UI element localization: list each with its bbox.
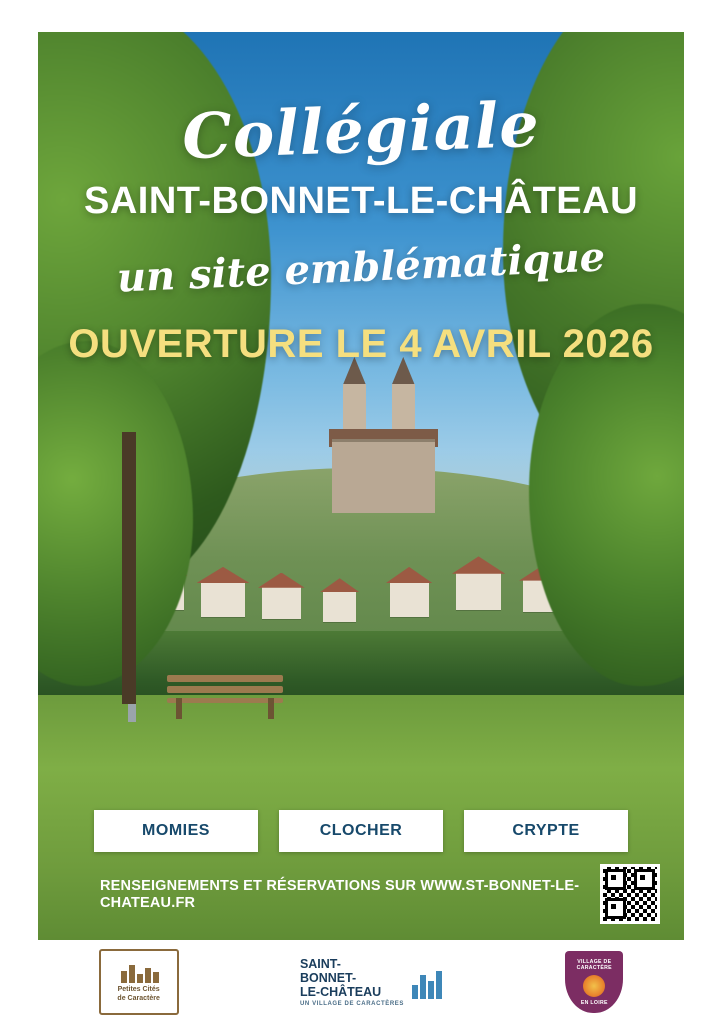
petites-cites-badge-icon — [99, 949, 179, 1015]
bench-leg — [176, 698, 182, 720]
collegiate-church-illustration — [316, 386, 452, 513]
poster-title-main: SAINT-BONNET-LE-CHÂTEAU — [83, 180, 639, 222]
sbc-line-1: SAINT- — [299, 956, 341, 971]
village-skyline-icon — [119, 961, 159, 983]
pcc-line-1: Petites Cités — [117, 985, 160, 993]
sbc-line-3: LE-CHÂTEAU — [299, 984, 382, 999]
bench-slat — [167, 675, 283, 682]
logo-petites-cites-de-caractere — [99, 949, 179, 1015]
qr-eye-top-right — [634, 869, 655, 890]
footer-logo-bar — [38, 940, 684, 1024]
house — [390, 582, 429, 617]
park-bench — [167, 672, 283, 719]
button-momies[interactable]: MOMIES — [94, 810, 258, 852]
logo-saint-bonnet-le-chateau — [300, 957, 444, 1008]
qr-eye-bottom-left — [605, 898, 626, 919]
poster-title-script: Collégiale — [181, 87, 541, 174]
church-nave — [332, 439, 435, 513]
information-line: RENSEIGNEMENTS ET RÉSERVATIONS SUR WWW.ST-BONNET-LE-CHATEAU.FR — [100, 878, 580, 912]
button-crypte[interactable]: CRYPTE — [464, 810, 628, 852]
poster-image — [38, 32, 684, 940]
qr-eye-top-left — [605, 869, 626, 890]
house — [201, 582, 245, 617]
shield-icon — [565, 951, 623, 1013]
house — [323, 591, 356, 622]
opening-date-text: OUVERTURE LE 4 AVRIL 2026 — [68, 322, 654, 366]
button-clocher[interactable]: CLOCHER — [279, 810, 443, 852]
cta-button-group — [94, 810, 628, 852]
tree-trunk — [122, 432, 136, 704]
pcc-line-2: de Caractère — [117, 994, 160, 1002]
logo-village-de-caractere-en-loire — [565, 951, 623, 1013]
town-skyline-icon — [410, 965, 444, 999]
bench-slat — [167, 698, 283, 704]
bench-leg — [268, 698, 274, 720]
shield-top-text: VILLAGE DE CARACTÈRE — [576, 958, 612, 971]
sun-icon — [583, 975, 605, 997]
bench-slat — [167, 686, 283, 693]
sbc-line-2: BONNET- — [299, 970, 357, 985]
house — [456, 572, 500, 610]
qr-code-icon[interactable] — [600, 864, 660, 924]
sbc-tagline: UN VILLAGE DE CARACTÈRES — [299, 1000, 405, 1007]
poster-subtitle-script: un site emblématique — [115, 233, 607, 302]
shield-bottom-text: EN LOIRE — [580, 999, 608, 1006]
house — [262, 586, 301, 619]
